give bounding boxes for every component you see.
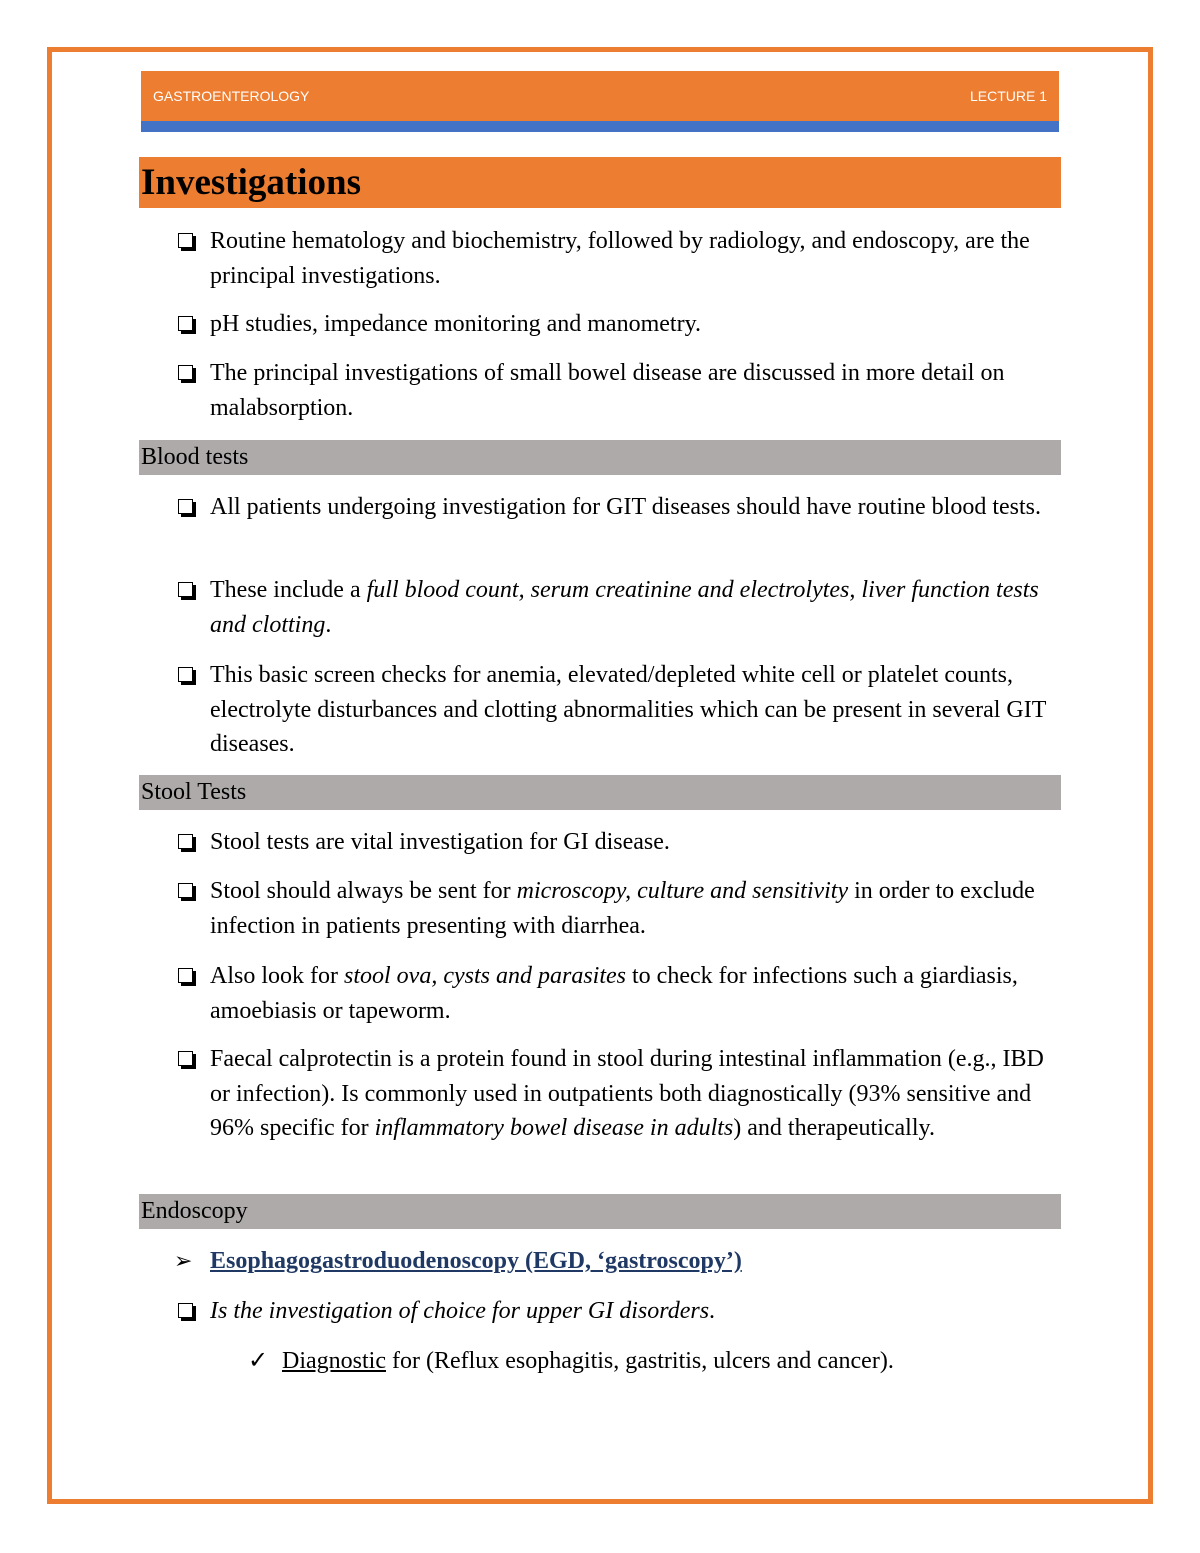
list-item-post: . — [325, 611, 332, 638]
list-item-post: . — [709, 1298, 716, 1324]
section-title: Endoscopy — [141, 1198, 248, 1224]
list-item — [210, 356, 1060, 425]
list-item-emphasis: Is the investigation of choice for upper GI disorders — [210, 1298, 710, 1324]
checkbox-bullet-icon — [178, 499, 193, 514]
checkbox-bullet-icon — [178, 316, 193, 331]
subheading-item — [174, 1244, 1060, 1279]
list-item-post: to check for infections such a giardiasis, amoebiasis or tapeworm. — [210, 963, 1018, 1024]
check-item-text: for (Reflux esophagitis, gastritis, ulcers and cancer). — [385, 1348, 894, 1374]
section-title: Blood tests — [141, 444, 249, 470]
list-item — [210, 959, 1060, 1028]
section-title: Stool Tests — [141, 779, 247, 805]
header-lecture: LECTURE 1 — [969, 88, 1047, 104]
list-item-pre: Faecal calprotectin is a protein found in stool during intestinal inflammation (e.g., IBD or infection). Is commonly used in outpatients both diagnostically (93% sensitive and 96% specific for — [210, 1046, 1044, 1141]
list-item — [210, 874, 1060, 943]
checkbox-bullet-icon — [178, 883, 193, 898]
header-subject: GASTROENTEROLOGY — [153, 88, 310, 104]
checkbox-bullet-icon — [178, 1303, 193, 1318]
checkbox-bullet-icon — [178, 365, 193, 380]
page-title: Investigations — [141, 162, 361, 203]
list-item-emphasis: stool ova, cysts and parasites — [344, 963, 626, 989]
list-item — [210, 490, 1060, 525]
list-item — [210, 224, 1060, 293]
section-heading-blood-tests — [139, 440, 1061, 475]
checkbox-bullet-icon — [178, 233, 193, 248]
list-item — [210, 825, 1060, 860]
list-item — [210, 658, 1060, 762]
list-item-pre: These include a — [210, 577, 367, 603]
list-item — [210, 1042, 1060, 1146]
list-item-text: This basic screen checks for anemia, elevated/depleted white cell or platelet counts, electrolyte disturbances and clotting abnormalities which can be present in several GIT diseases. — [210, 662, 1046, 757]
list-item — [210, 307, 1060, 342]
list-item-text: The principal investigations of small bowel disease are discussed in more detail on malabsorption. — [210, 360, 1005, 421]
checkmark-icon: ✓ — [248, 1348, 269, 1374]
arrow-bullet-icon: ➢ — [174, 1248, 193, 1273]
list-item-emphasis: inflammatory bowel disease in adults — [374, 1115, 734, 1141]
list-item — [210, 1294, 1060, 1329]
egd-link[interactable]: Esophagogastroduodenoscopy (EGD, ‘gastroscopy’) — [210, 1248, 742, 1274]
check-item — [248, 1344, 1062, 1379]
page-header — [141, 71, 1059, 121]
list-item-text: All patients undergoing investigation for GIT diseases should have routine blood tests. — [210, 494, 1041, 520]
list-item-text: Routine hematology and biochemistry, followed by radiology, and endoscopy, are the principal investigations. — [210, 228, 1030, 289]
checkbox-bullet-icon — [178, 834, 193, 849]
checkbox-bullet-icon — [178, 582, 193, 597]
list-item-text: Stool tests are vital investigation for GI disease. — [210, 829, 670, 855]
header-rule — [141, 121, 1059, 132]
list-item-emphasis: microscopy, culture and sensitivity — [516, 878, 849, 904]
checkbox-bullet-icon — [178, 968, 193, 983]
title-bar — [139, 157, 1061, 208]
checkbox-bullet-icon — [178, 1051, 193, 1066]
list-item-post: ) and therapeutically. — [733, 1115, 935, 1141]
list-item — [210, 573, 1060, 642]
list-item-pre: Stool should always be sent for — [210, 878, 517, 904]
section-heading-endoscopy — [139, 1194, 1061, 1229]
list-item-emphasis: full blood count, serum creatinine and electrolytes, liver function tests and clotting — [210, 577, 1039, 638]
list-item-text: pH studies, impedance monitoring and manometry. — [210, 311, 702, 337]
section-heading-stool-tests — [139, 775, 1061, 810]
list-item-post: in order to exclude infection in patients presenting with diarrhea. — [210, 878, 1035, 939]
check-item-label: Diagnostic — [282, 1348, 386, 1374]
list-item-pre: Also look for — [210, 963, 344, 989]
checkbox-bullet-icon — [178, 667, 193, 682]
